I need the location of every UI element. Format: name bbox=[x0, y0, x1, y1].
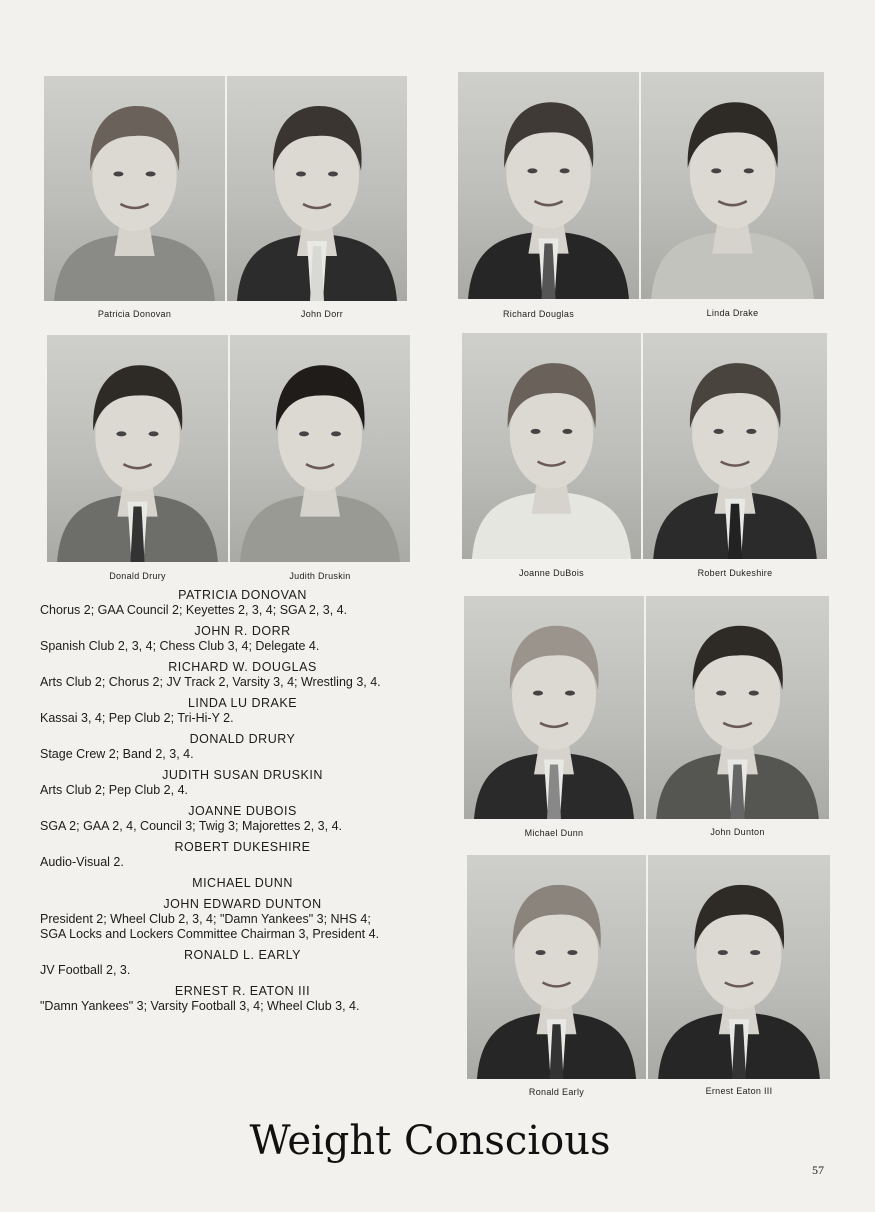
portrait-photo-patricia-donovan bbox=[44, 76, 225, 301]
caption-ronald-early: Ronald Early bbox=[528, 1087, 585, 1097]
bio-entry bbox=[40, 768, 445, 798]
portrait-eye bbox=[113, 172, 123, 177]
portrait-eye bbox=[744, 168, 754, 173]
caption-ernest-eaton: Ernest Eaton III bbox=[705, 1086, 773, 1096]
bio-name: MICHAEL DUNN bbox=[192, 876, 293, 890]
portrait-eye bbox=[750, 950, 760, 955]
caption-michael-dunn: Michael Dunn bbox=[524, 828, 584, 838]
portrait-photo-michael-dunn bbox=[464, 596, 644, 819]
bio-activities: JV Football 2, 3. bbox=[40, 963, 131, 977]
caption-john-dunton: John Dunton bbox=[710, 827, 765, 837]
portrait-eye bbox=[328, 172, 338, 177]
bio-entry bbox=[40, 984, 445, 1014]
bio-entry bbox=[40, 732, 445, 762]
bio-activities: Stage Crew 2; Band 2, 3, 4. bbox=[40, 747, 194, 761]
portrait-photo-linda-drake bbox=[641, 72, 824, 299]
page-footer-title: Weight Conscious bbox=[249, 1118, 611, 1164]
portrait-eye bbox=[560, 168, 570, 173]
bio-name: JOANNE DUBOIS bbox=[188, 804, 297, 818]
bio-activities: SGA 2; GAA 2, 4, Council 3; Twig 3; Majorettes 2, 3, 4. bbox=[40, 819, 343, 833]
bio-name: RONALD L. EARLY bbox=[183, 948, 302, 962]
bio-name: RICHARD W. DOUGLAS bbox=[168, 660, 317, 674]
caption-joanne-dubois: Joanne DuBois bbox=[519, 568, 584, 578]
bio-activities: Chorus 2; GAA Council 2; Keyettes 2, 3, 4; SGA 2, 3, 4. bbox=[40, 603, 348, 617]
bio-activities: President 2; Wheel Club 2, 3, 4; "Damn Yankees" 3; NHS 4; SGA Locks and Lockers Committee Chairman 3, President 4. bbox=[40, 912, 380, 941]
portrait-photo-john-dunton bbox=[646, 596, 829, 819]
portrait-figure bbox=[648, 855, 830, 1079]
portrait-eye bbox=[749, 691, 759, 696]
bio-activities: Arts Club 2; Pep Club 2, 4. bbox=[40, 783, 188, 797]
bio-name: PATRICIA DONOVAN bbox=[178, 588, 307, 602]
portrait-eye bbox=[533, 691, 543, 696]
bio-activities: Arts Club 2; Chorus 2; JV Track 2, Varsity 3, 4; Wrestling 3, 4. bbox=[40, 675, 381, 689]
bio-entry bbox=[40, 876, 445, 891]
bio-activities: "Damn Yankees" 3; Varsity Football 3, 4; Wheel Club 3, 4. bbox=[40, 999, 360, 1013]
portrait-eye bbox=[746, 429, 756, 434]
portrait-eye bbox=[146, 172, 156, 177]
portrait-eye bbox=[331, 431, 341, 436]
portrait-photo-joanne-dubois bbox=[462, 333, 641, 559]
bio-name: DONALD DRURY bbox=[189, 732, 296, 746]
portrait-figure bbox=[641, 72, 824, 299]
portrait-figure bbox=[646, 596, 829, 819]
bio-activities: Audio-Visual 2. bbox=[40, 855, 124, 869]
bio-name: ERNEST R. EATON III bbox=[174, 984, 311, 998]
portrait-eye bbox=[527, 168, 537, 173]
page-number: 57 bbox=[812, 1163, 824, 1177]
portrait-eye bbox=[149, 431, 159, 436]
portrait-photo-ernest-eaton bbox=[648, 855, 830, 1079]
portrait-figure bbox=[47, 335, 228, 562]
caption-patricia-donovan: Patricia Donovan bbox=[97, 309, 172, 319]
bio-name: JOHN R. DORR bbox=[194, 624, 291, 638]
portrait-figure bbox=[44, 76, 225, 301]
portrait-photo-robert-dukeshire bbox=[643, 333, 827, 559]
caption-judith-druskin: Judith Druskin bbox=[289, 571, 351, 581]
caption-linda-drake: Linda Drake bbox=[706, 308, 759, 318]
bio-entry bbox=[40, 840, 445, 870]
bio-activities: Kassai 3, 4; Pep Club 2; Tri-Hi-Y 2. bbox=[40, 711, 234, 725]
portrait-figure bbox=[227, 76, 407, 301]
portrait-figure bbox=[467, 855, 646, 1079]
caption-robert-dukeshire: Robert Dukeshire bbox=[697, 568, 773, 578]
portrait-eye bbox=[716, 691, 726, 696]
caption-donald-drury: Donald Drury bbox=[109, 571, 166, 581]
portrait-photo-donald-drury bbox=[47, 335, 228, 562]
portrait-photo-richard-douglas bbox=[458, 72, 639, 299]
bio-entry bbox=[40, 948, 445, 978]
portrait-eye bbox=[562, 429, 572, 434]
portrait-eye bbox=[567, 950, 577, 955]
portrait-eye bbox=[714, 429, 724, 434]
bio-entry bbox=[40, 624, 445, 654]
portrait-eye bbox=[711, 168, 721, 173]
portrait-eye bbox=[536, 950, 546, 955]
portrait-photo-judith-druskin bbox=[230, 335, 410, 562]
caption-richard-douglas: Richard Douglas bbox=[502, 309, 575, 319]
portrait-eye bbox=[299, 431, 309, 436]
bio-name: ROBERT DUKESHIRE bbox=[174, 840, 311, 854]
portrait-figure bbox=[464, 596, 644, 819]
portrait-figure bbox=[462, 333, 641, 559]
caption-john-dorr: John Dorr bbox=[300, 309, 344, 319]
portrait-eye bbox=[296, 172, 306, 177]
portrait-eye bbox=[718, 950, 728, 955]
bio-activities: Spanish Club 2, 3, 4; Chess Club 3, 4; Delegate 4. bbox=[40, 639, 320, 653]
portrait-eye bbox=[531, 429, 541, 434]
portrait-figure bbox=[458, 72, 639, 299]
portrait-eye bbox=[565, 691, 575, 696]
bio-name: JUDITH SUSAN DRUSKIN bbox=[162, 768, 323, 782]
bio-name: LINDA LU DRAKE bbox=[187, 696, 298, 710]
portrait-photo-ronald-early bbox=[467, 855, 646, 1079]
bio-entry bbox=[40, 897, 445, 942]
bio-entry bbox=[40, 696, 445, 726]
portrait-photo-john-dorr bbox=[227, 76, 407, 301]
portrait-eye bbox=[116, 431, 126, 436]
senior-bios bbox=[40, 588, 445, 1020]
portrait-figure bbox=[230, 335, 410, 562]
bio-entry bbox=[40, 660, 445, 690]
bio-entry bbox=[40, 588, 445, 618]
portrait-figure bbox=[643, 333, 827, 559]
bio-name: JOHN EDWARD DUNTON bbox=[163, 897, 322, 911]
bio-entry bbox=[40, 804, 445, 834]
